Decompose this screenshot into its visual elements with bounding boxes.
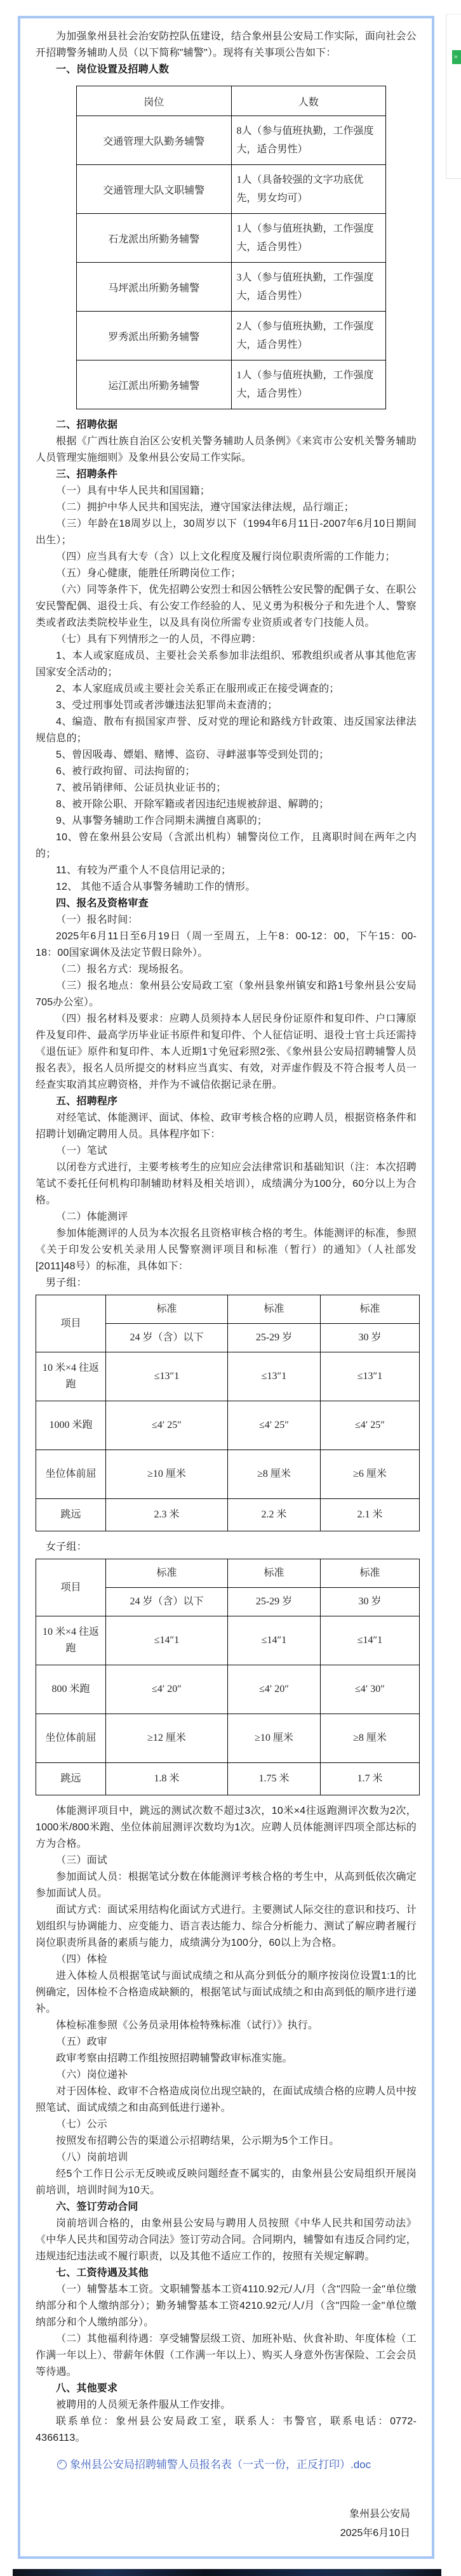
table-row	[36, 1665, 420, 1714]
signature-block	[36, 2505, 417, 2543]
value-cell: ≥10 厘米	[228, 1714, 321, 1763]
value-cell: ≥12 厘米	[106, 1714, 228, 1763]
value-cell: 2.3 米	[106, 1499, 228, 1531]
count-cell: 1人（具备较强的文字功底优先，男女均可）	[231, 165, 386, 214]
table-row	[77, 116, 386, 165]
post-cell: 交通管理大队文职辅警	[77, 165, 232, 214]
paragraph: 岗前培训合格的，由象州县公安局与聘用人员按照《中华人民共和国劳动法》《中华人民共和国劳动合同法》签订劳动合同。合同期内，辅警如有违反合同约定，违规违纪违法或不履行职责，以及其他不适应工作的，按照有关规定解聘。	[36, 2218, 417, 2262]
table-row	[77, 165, 386, 214]
value-cell: ≤4′ 30″	[321, 1665, 420, 1714]
value-cell: ≤4′ 20″	[106, 1665, 228, 1714]
signature-date: 2025年6月10日	[340, 2528, 410, 2539]
age-header: 25-29 岁	[228, 1588, 321, 1616]
section-heading: 五、招聘程序	[56, 1096, 118, 1107]
table-row	[36, 1616, 420, 1665]
value-cell: ≤4′ 25″	[321, 1401, 420, 1450]
age-header: 25-29 岁	[228, 1324, 321, 1352]
table-header-row	[36, 1559, 420, 1588]
paragraph: 3、受过刑事处罚或者涉嫌违法犯罪尚未查清的；	[56, 700, 278, 711]
paragraph: 10、曾在象州县公安局（含派出机构）辅警岗位工作，且离职时间在两年之内的；	[36, 832, 417, 859]
paragraph: 5、曾因吸毒、嫖娼、赌博、盗窃、寻衅滋事等受到处罚的；	[56, 750, 330, 760]
paragraph: （五）身心健康，能胜任所聘岗位工作；	[56, 568, 241, 579]
paragraph: （七）公示	[56, 2119, 108, 2130]
paragraph: （四）体检	[56, 1954, 108, 1965]
value-cell: 2.2 米	[228, 1499, 321, 1531]
paragraph: 参加面试人员：根据笔试分数在体能测评考核合格的考生中，从高到低依次确定参加面试人员。	[36, 1872, 417, 1899]
value-cell: ≤13″1	[106, 1352, 228, 1401]
paragraph: （二）体能测评	[56, 1212, 128, 1222]
paragraph: 体能测评项目中，跳远的测试次数不超过3次，10米×4往返跑测评次数为2次，1000米/800米跑、坐位体前屈测评次数均为1次。应聘人员体能测评四项全部达标的方为合格。	[36, 1806, 417, 1849]
paragraph: （二）其他福利待遇：享受辅警层级工资、加班补贴、伙食补助、年度体检（工作满一年以上）、带薪年休假（工作满一年以上）、购买人身意外伤害保险、工会会员等待遇。	[36, 2334, 417, 2377]
section-heading: 七、工资待遇及其他	[56, 2268, 149, 2278]
paragraph: （三）年龄在18周岁以上，30周岁以下（1994年6月11日-2007年6月10日期间出生）；	[36, 519, 417, 546]
value-cell: ≤13″1	[321, 1352, 420, 1401]
paragraph: 按照发布招聘公告的渠道公示招聘结果，公示期为5个工作日。	[56, 2136, 340, 2146]
table-header-row	[77, 86, 386, 116]
corner-header: 项目	[36, 1559, 106, 1616]
value-cell: ≤14″1	[106, 1616, 228, 1665]
table-row	[77, 312, 386, 360]
value-cell: ≥8 厘米	[228, 1450, 321, 1499]
announcement-document	[18, 16, 434, 2559]
paragraph: （四）报名材料及要求：应聘人员须持本人居民身份证原件和复印件、户口簿原件及复印件、最高学历毕业证书原件和复印件、个人征信证明、退役士官士兵还需持《退伍证》原件和复印件、本人近期1寸免冠彩照2张、《象州县公安局招聘辅警人员报名表》，报名人员所提交的材料应当真实、有效，对弄虚作假及不符合报考人员一经查实取消其应聘资格，并作为不诚信依据记录在册。	[36, 1014, 417, 1090]
column-header: 人数	[231, 86, 386, 116]
value-cell: ≥8 厘米	[321, 1714, 420, 1763]
item-cell: 坐位体前屈	[36, 1714, 106, 1763]
floating-side-panel	[446, 14, 461, 179]
paragraph: 体检标准参照《公务员录用体检特殊标准（试行）》执行。	[56, 2020, 319, 2031]
paragraph: 对于因体检、政审不合格造成岗位出现空缺的，在面试成绩合格的应聘人员中按照笔试、面试成绩之和由高到低进行递补。	[36, 2086, 417, 2113]
document-flow	[36, 29, 417, 2447]
value-cell: ≤4′ 25″	[106, 1401, 228, 1450]
paragraph: 被聘用的人员须无条件服从工作安排。	[56, 2400, 231, 2410]
standard-header: 标准	[228, 1295, 321, 1324]
standard-header: 标准	[321, 1295, 420, 1324]
paragraph: 9、从事警务辅助工作合同期未满擅自离职的；	[56, 816, 268, 826]
paragraph: （六）岗位递补	[56, 2070, 128, 2080]
paragraph: 以闭卷方式进行，主要考核考生的应知应会法律常识和基础知识（注：本次招聘笔试不委托任何机构印制辅助材料及相关培训），成绩满分为100分，60分以上为合格。	[36, 1162, 417, 1206]
paragraph: 为加强象州县社会治安防控队伍建设，结合象州县公安局工作实际，面向社会公开招聘警务辅助人员（以下简称"辅警"）。现将有关事项公告如下：	[36, 31, 417, 58]
section-heading: 八、其他要求	[56, 2383, 118, 2394]
paragraph: 2025年6月11日至6月19日（周一至周五，上午8：00-12：00，下午15：00-18：00国家调休及法定节假日除外）。	[36, 931, 417, 958]
paragraph: （八）岗前培训	[56, 2152, 128, 2163]
share-tab[interactable]	[452, 50, 461, 64]
positions-table	[76, 86, 386, 409]
fitness-table-男子组	[36, 1295, 420, 1531]
count-cell: 3人（参与值班执勤，工作强度大，适合男性）	[231, 263, 386, 312]
paragraph: （三）面试	[56, 1855, 108, 1866]
section-heading: 六、签订劳动合同	[56, 2202, 138, 2212]
section-heading: 三、招聘条件	[56, 469, 118, 480]
item-cell: 800 米跑	[36, 1665, 106, 1714]
paragraph: 4、编造、散布有损国家声誉、反对党的理论和路线方针政策、违反国家法律法规信息的；	[36, 717, 417, 744]
share-icon: »	[454, 53, 458, 60]
post-cell: 运江派出所勤务辅警	[77, 360, 232, 409]
paragraph: （四）应当具有大专（含）以上文化程度及履行岗位职责所需的工作能力；	[56, 552, 396, 562]
value-cell: 1.75 米	[228, 1763, 321, 1795]
section-heading: 二、招聘依据	[56, 419, 118, 430]
table-row	[36, 1352, 420, 1401]
paragraph: （一）辅警基本工资。文职辅警基本工资4110.92元/人/月（含"四险一金"单位缴纳部分和个人缴纳部分）；勤务辅警基本工资4210.92元/人/月（含"四险一金"单位缴纳部分和个人缴纳部分）。	[36, 2284, 417, 2328]
count-cell: 2人（参与值班执勤，工作强度大，适合男性）	[231, 312, 386, 360]
paragraph: 8、被开除公职、开除军籍或者因违纪违规被辞退、解聘的；	[56, 799, 330, 810]
table-row	[77, 360, 386, 409]
attachment-link[interactable]: 象州县公安局招聘辅警人员报名表（一式一份，正反打印）.doc	[70, 2459, 371, 2471]
fitness-table-女子组	[36, 1559, 420, 1795]
table-group-label: 男子组：	[46, 1278, 87, 1288]
item-cell: 跳远	[36, 1499, 106, 1531]
value-cell: ≤4′ 25″	[228, 1401, 321, 1450]
post-cell: 罗秀派出所勤务辅警	[77, 312, 232, 360]
corner-header: 项目	[36, 1295, 106, 1352]
table-row	[36, 1450, 420, 1499]
count-cell: 1人（参与值班执勤，工作强度大，适合男性）	[231, 360, 386, 409]
standard-header: 标准	[321, 1559, 420, 1588]
age-header: 24 岁（含）以下	[106, 1588, 228, 1616]
value-cell: 1.7 米	[321, 1763, 420, 1795]
paragraph: （一）具有中华人民共和国国籍；	[56, 485, 211, 496]
paragraph: 参加体能测评的人员为本次报名且资格审核合格的考生。体能测评的标准，参照《关于印发公安机关录用人民警察测评项目和标准（暂行）的通知》（人社部发[2011]48号）的标准，具体如下：	[36, 1228, 417, 1272]
item-cell: 跳远	[36, 1763, 106, 1795]
paragraph: （一）笔试	[56, 1146, 108, 1156]
paragraph: （五）政审	[56, 2037, 108, 2047]
attachment-icon	[57, 2460, 67, 2469]
table-row	[36, 1499, 420, 1531]
paragraph: 11、有较为严重个人不良信用记录的；	[56, 865, 232, 876]
table-row	[77, 263, 386, 312]
table-header-row	[36, 1295, 420, 1324]
table-row	[36, 1763, 420, 1795]
post-cell: 石龙派出所勤务辅警	[77, 214, 232, 263]
section-heading: 一、岗位设置及招聘人数	[56, 64, 170, 75]
value-cell: ≤4′ 20″	[228, 1665, 321, 1714]
standard-header: 标准	[106, 1295, 228, 1324]
paragraph: （二）拥护中华人民共和国宪法，遵守国家法律法规，品行端正；	[56, 502, 354, 513]
post-cell: 马坪派出所勤务辅警	[77, 263, 232, 312]
paragraph: （二）报名方式：现场报名。	[56, 964, 190, 975]
paragraph: （七）具有下列情形之一的人员，不得应聘：	[56, 634, 262, 645]
footer-image-strip	[13, 2569, 441, 2576]
value-cell: ≤13″1	[228, 1352, 321, 1401]
section-heading: 四、报名及资格审查	[56, 898, 149, 909]
paragraph: 进入体检人员根据笔试与面试成绩之和从高分到低分的顺序按岗位设置1:1的比例确定，因体检不合格造成缺额的，根据笔试与面试成绩之和由高到低的顺序进行递补。	[36, 1971, 417, 2014]
item-cell: 1000 米跑	[36, 1401, 106, 1450]
item-cell: 10 米×4 往返跑	[36, 1352, 106, 1401]
item-cell: 坐位体前屈	[36, 1450, 106, 1499]
table-row	[77, 214, 386, 263]
paragraph: 政审考察由招聘工作组按照招聘辅警政审标准实施。	[56, 2053, 293, 2064]
age-header: 24 岁（含）以下	[106, 1324, 228, 1352]
paragraph: （三）报名地点：象州县公安局政工室（象州县象州镇安和路1号象州县公安局705办公室）。	[36, 981, 417, 1008]
value-cell: ≥6 厘米	[321, 1450, 420, 1499]
table-group-label: 女子组：	[46, 1542, 87, 1552]
paragraph: 联系单位：象州县公安局政工室，联系人：韦警官，联系电话：0772-4366113。	[36, 2416, 417, 2443]
age-header: 30 岁	[321, 1324, 420, 1352]
paragraph: 7、被吊销律师、公证员执业证书的；	[56, 783, 227, 793]
count-cell: 1人（参与值班执勤，工作强度大，适合男性）	[231, 214, 386, 263]
standard-header: 标准	[106, 1559, 228, 1588]
attachment-line	[36, 2455, 417, 2474]
post-cell: 交通管理大队勤务辅警	[77, 116, 232, 165]
paragraph: 12、 其他不适合从事警务辅助工作的情形。	[56, 882, 256, 892]
standard-header: 标准	[228, 1559, 321, 1588]
paragraph: 2、本人家庭成员或主要社会关系正在服刑或正在接受调查的；	[56, 684, 340, 694]
paragraph: 对经笔试、体能测评、面试、体检、政审考核合格的应聘人员，根据资格条件和招聘计划确定聘用人员。具体程序如下：	[36, 1113, 417, 1140]
paragraph: 经5个工作日公示无反映或反映问题经查不属实的，由象州县公安局组织开展岗前培训，培训时间为10天。	[36, 2169, 417, 2196]
paragraph: 6、被行政拘留、司法拘留的；	[56, 766, 196, 777]
paragraph: （六）同等条件下，优先招聘公安烈士和因公牺牲公安民警的配偶子女、在职公安民警配偶、退役士兵、有公安工作经验的人、见义勇为积极分子和先进个人、警察类或者政法类院校毕业生，以及具有岗位所需专业资质或者专门技能人员。	[36, 585, 417, 628]
paragraph: 1、本人或家庭成员、主要社会关系参加非法组织、邪教组织或者从事其他危害国家安全活动的；	[36, 651, 417, 678]
column-header: 岗位	[77, 86, 232, 116]
item-cell: 10 米×4 往返跑	[36, 1616, 106, 1665]
signature-org: 象州县公安局	[349, 2509, 410, 2520]
paragraph: 面试方式：面试采用结构化面试方式进行。主要测试人际交往的意识和技巧、计划组织与协调能力、应变能力、语言表达能力、综合分析能力、测试了解应聘者履行岗位职责所具备的素质与能力，成绩满分为100分，60以上为合格。	[36, 1905, 417, 1948]
table-row	[36, 1401, 420, 1450]
value-cell: ≥10 厘米	[106, 1450, 228, 1499]
paragraph: （一）报名时间：	[56, 915, 138, 925]
paragraph: 根据《广西壮族自治区公安机关警务辅助人员条例》《来宾市公安机关警务辅助人员管理实施细则》及象州县公安局工作实际。	[36, 436, 417, 463]
value-cell: 2.1 米	[321, 1499, 420, 1531]
value-cell: ≤14″1	[228, 1616, 321, 1665]
count-cell: 8人（参与值班执勤，工作强度大，适合男性）	[231, 116, 386, 165]
value-cell: 1.8 米	[106, 1763, 228, 1795]
table-row	[36, 1714, 420, 1763]
value-cell: ≤14″1	[321, 1616, 420, 1665]
age-header: 30 岁	[321, 1588, 420, 1616]
